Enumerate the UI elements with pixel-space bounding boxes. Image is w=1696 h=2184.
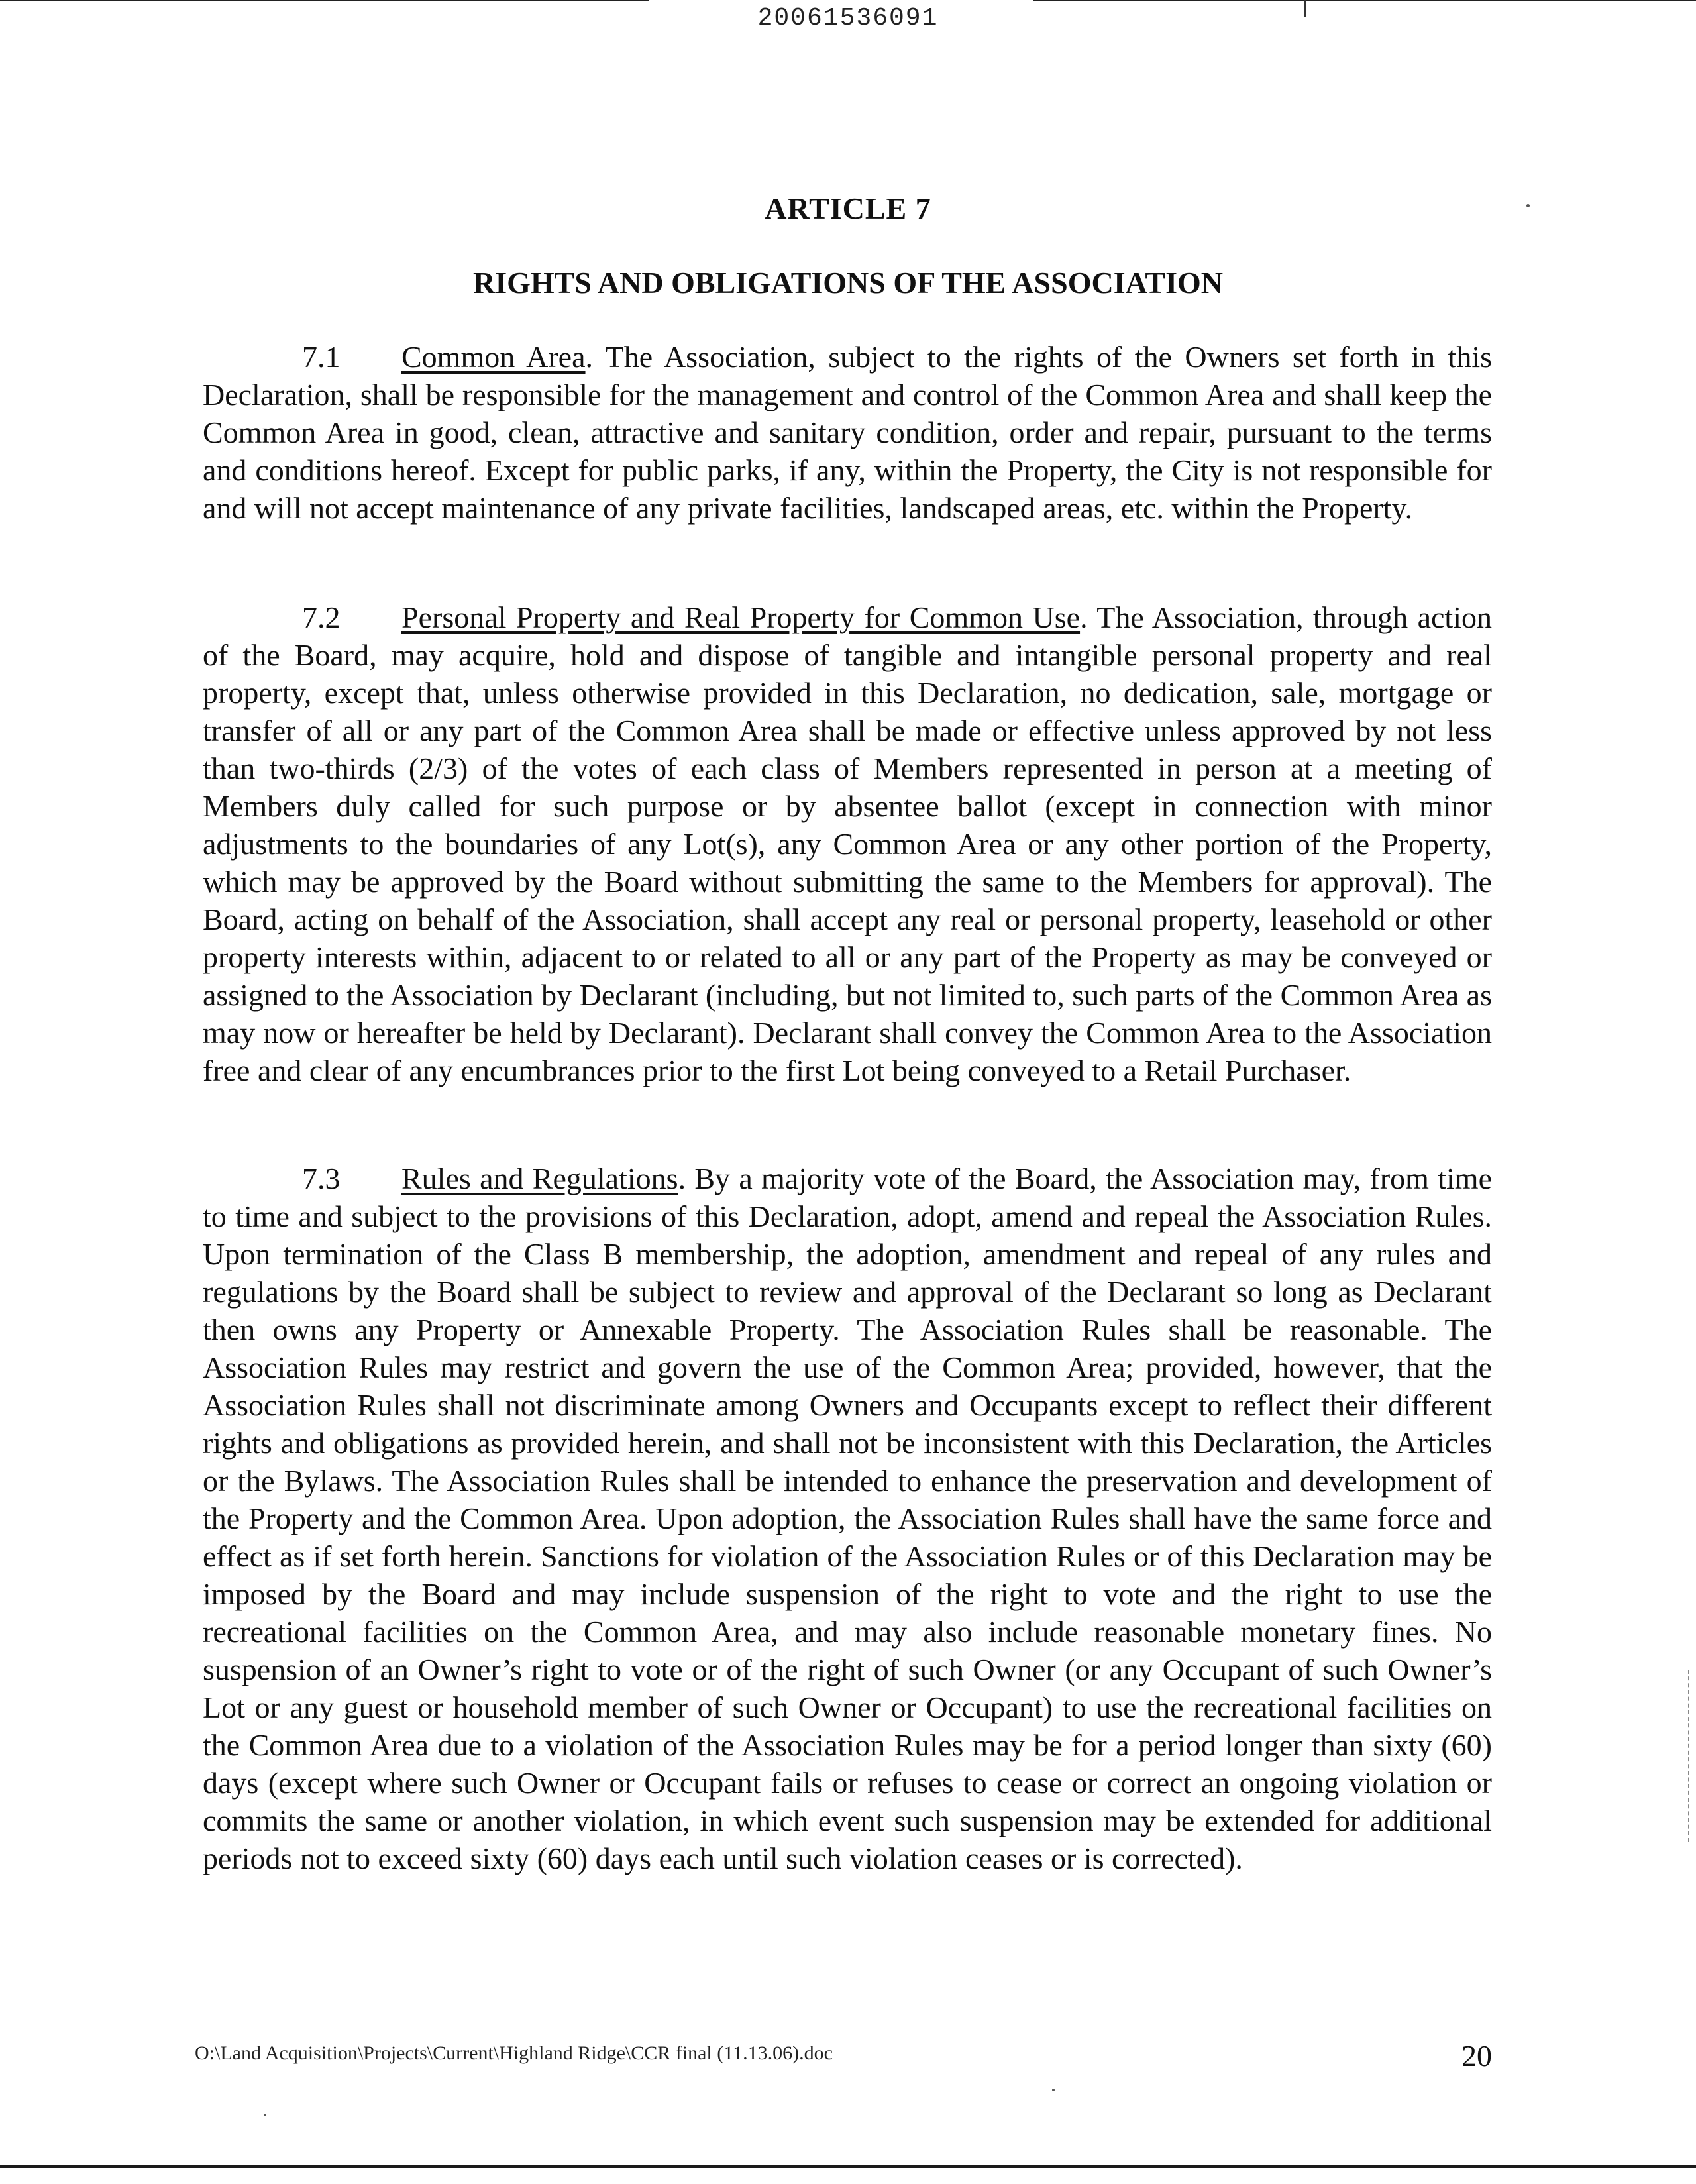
section-number: 7.2 [302,600,341,634]
section-number: 7.3 [302,1162,341,1195]
scan-speck [264,2114,266,2116]
scan-edge-mark [1688,1670,1691,1842]
document-number: 20061536091 [757,4,939,32]
scan-speck [1052,2089,1055,2091]
footer-file-path: O:\Land Acquisition\Projects\Current\Highland Ridge\CCR final (11.13.06).doc [195,2042,833,2064]
section-heading: Rules and Regulations [401,1162,678,1195]
section-body: . By a majority vote of the Board, the Association may, from time to time and subject to the provisions of this Declaration, adopt, amend and repeal the Association Rules. Upon termination of the Class B membership, the adoption, amendment and repeal of any rules and regulations by the Board shall be subject to review and approval of the Declarant so long as Declarant then owns any Property or Annexable Property. The Association Rules shall be reasonable. The Association Rules may restrict and govern the use of the Common Area; provided, however, that the Association Rules shall not discriminate among Owners and Occupants except to reflect their different rights and obligations as provided herein, and shall not be inconsistent with this Declaration, the Articles or the Bylaws. The Association Rules shall be intended to enhance the preservation and development of the Property and the Common Area. Upon adoption, the Association Rules shall have the same force and effect as if set forth herein. Sanctions for violation of the Association Rules or of this Declaration may be imposed by the Board and may include suspension of the right to vote and the right to use the recreational facilities on the Common Area, and may also include reasonable monetary fines. No suspension of an Owner’s right to vote or of the right of such Owner (or any Occupant of such Owner’s Lot or any guest or household member of such Owner or Occupant) to use the recreational facilities on the Common Area due to a violation of the Association Rules may be for a period longer than sixty (60) days (except where such Owner or Occupant fails or refuses to cease or correct an ongoing violation or commits the same or another violation, in which event such suspension may be extended for additional periods not to exceed sixty (60) days each until such violation ceases or is corrected). [203,1162,1492,1875]
section-7-1 [203,338,1492,527]
scan-speck [1526,204,1530,207]
article-subtitle: RIGHTS AND OBLIGATIONS OF THE ASSOCIATION [473,266,1223,300]
article-title: ARTICLE 7 [765,191,931,225]
section-body: . The Association, through action of the Board, may acquire, hold and dispose of tangible and intangible personal property and real property, except that, unless otherwise provided in this Declaration, no dedication, sale, mortgage or transfer of all or any part of the Common Area shall be made or effective unless approved by not less than two-thirds (2/3) of the votes of each class of Members represented in person at a meeting of Members duly called for such purpose or by absentee ballot (except in connection with minor adjustments to the boundaries of any Lot(s), any Common Area or any other portion of the Property, which may be approved by the Board without submitting the same to the Members for approval). The Board, acting on behalf of the Association, shall accept any real or personal property, leasehold or other property interests within, adjacent to or related to all or any part of the Property as may be conveyed or assigned to the Association by Declarant (including, but not limited to, such parts of the Common Area as may now or hereafter be held by Declarant). Declarant shall convey the Common Area to the Association free and clear of any encumbrances prior to the first Lot being conveyed to a Retail Purchaser. [203,600,1492,1087]
page-number: 20 [1461,2039,1492,2073]
section-7-3 [203,1160,1492,1877]
section-heading: Common Area [401,340,586,374]
section-number: 7.1 [302,340,341,374]
bottom-scan-border [0,2165,1696,2168]
section-7-2 [203,598,1492,1089]
section-body: . The Association, subject to the rights of the Owners set forth in this Declaration, shall be responsible for the management and control of the Common Area and shall keep the Common Area in good, clean, attractive and sanitary condition, order and repair, pursuant to the terms and conditions hereof. Except for public parks, if any, within the Property, the City is not responsible for and will not accept maintenance of any private facilities, landscaped areas, etc. within the Property. [203,340,1493,525]
section-heading: Personal Property and Real Property for Common Use [401,600,1081,634]
top-border-gap [649,0,1034,3]
